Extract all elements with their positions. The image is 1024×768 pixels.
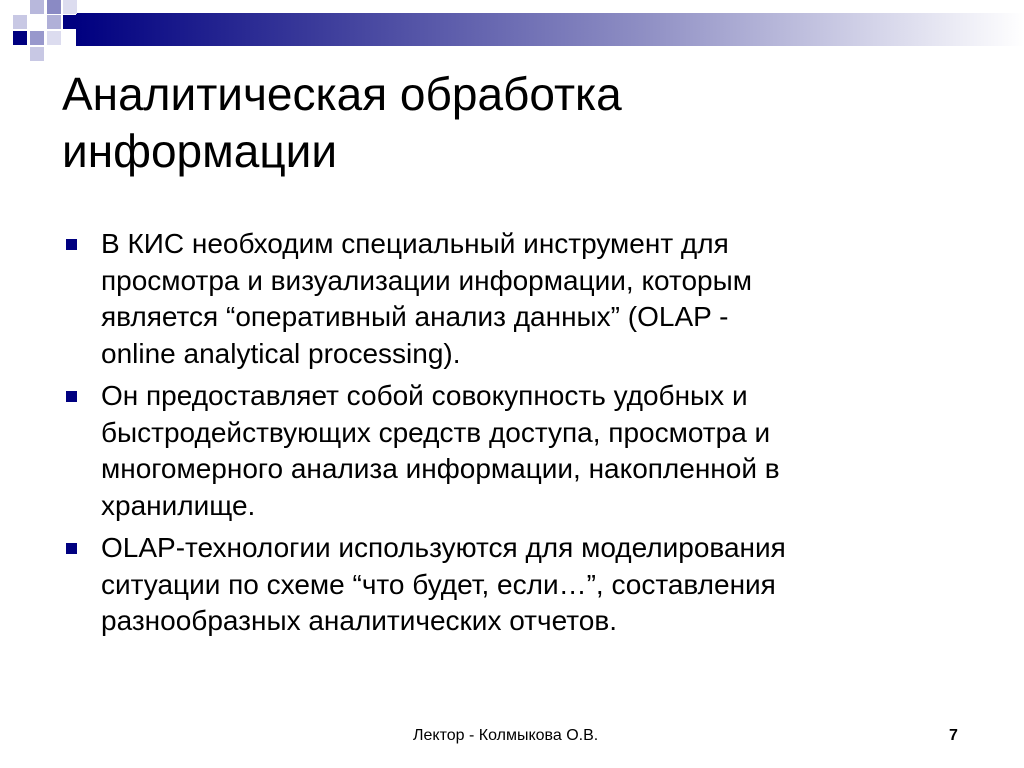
square-bullet-icon: [66, 239, 77, 250]
footer-author: Лектор - Колмыкова О.В.: [413, 727, 599, 744]
bullet-item: [64, 530, 964, 640]
decor-square: [47, 0, 61, 14]
decor-square: [47, 15, 61, 29]
decor-square: [63, 15, 77, 29]
decor-square: [30, 31, 44, 45]
page-number: 7: [949, 727, 958, 744]
decor-square: [30, 0, 44, 14]
decor-square: [30, 47, 44, 61]
decor-square: [13, 31, 27, 45]
square-bullet-icon: [66, 391, 77, 402]
bullet-item: [64, 226, 964, 372]
decor-square: [47, 31, 61, 45]
bullet-list: [64, 226, 964, 646]
decor-square: [63, 0, 77, 14]
bullet-item: [64, 378, 964, 524]
bullet-text: Он предоставляет собой совокупность удобных и быстродействующих средств доступа, просмотра и многомерного анализа информации, накопленной в хранилище.: [101, 380, 780, 521]
bullet-text: В КИС необходим специальный инструмент для просмотра и визуализации информации, которым является “оперативный анализ данных” (OLAP - online analytical processing).: [101, 228, 752, 369]
header-gradient-bar: [76, 13, 1024, 46]
bullet-text: OLAP-технологии используются для моделирования ситуации по схеме “что будет, если…”, составления разнообразных аналитических отчетов.: [101, 532, 786, 636]
decor-square: [13, 15, 27, 29]
square-bullet-icon: [66, 543, 77, 554]
slide-title: Аналитическая обработка информации: [62, 68, 622, 177]
